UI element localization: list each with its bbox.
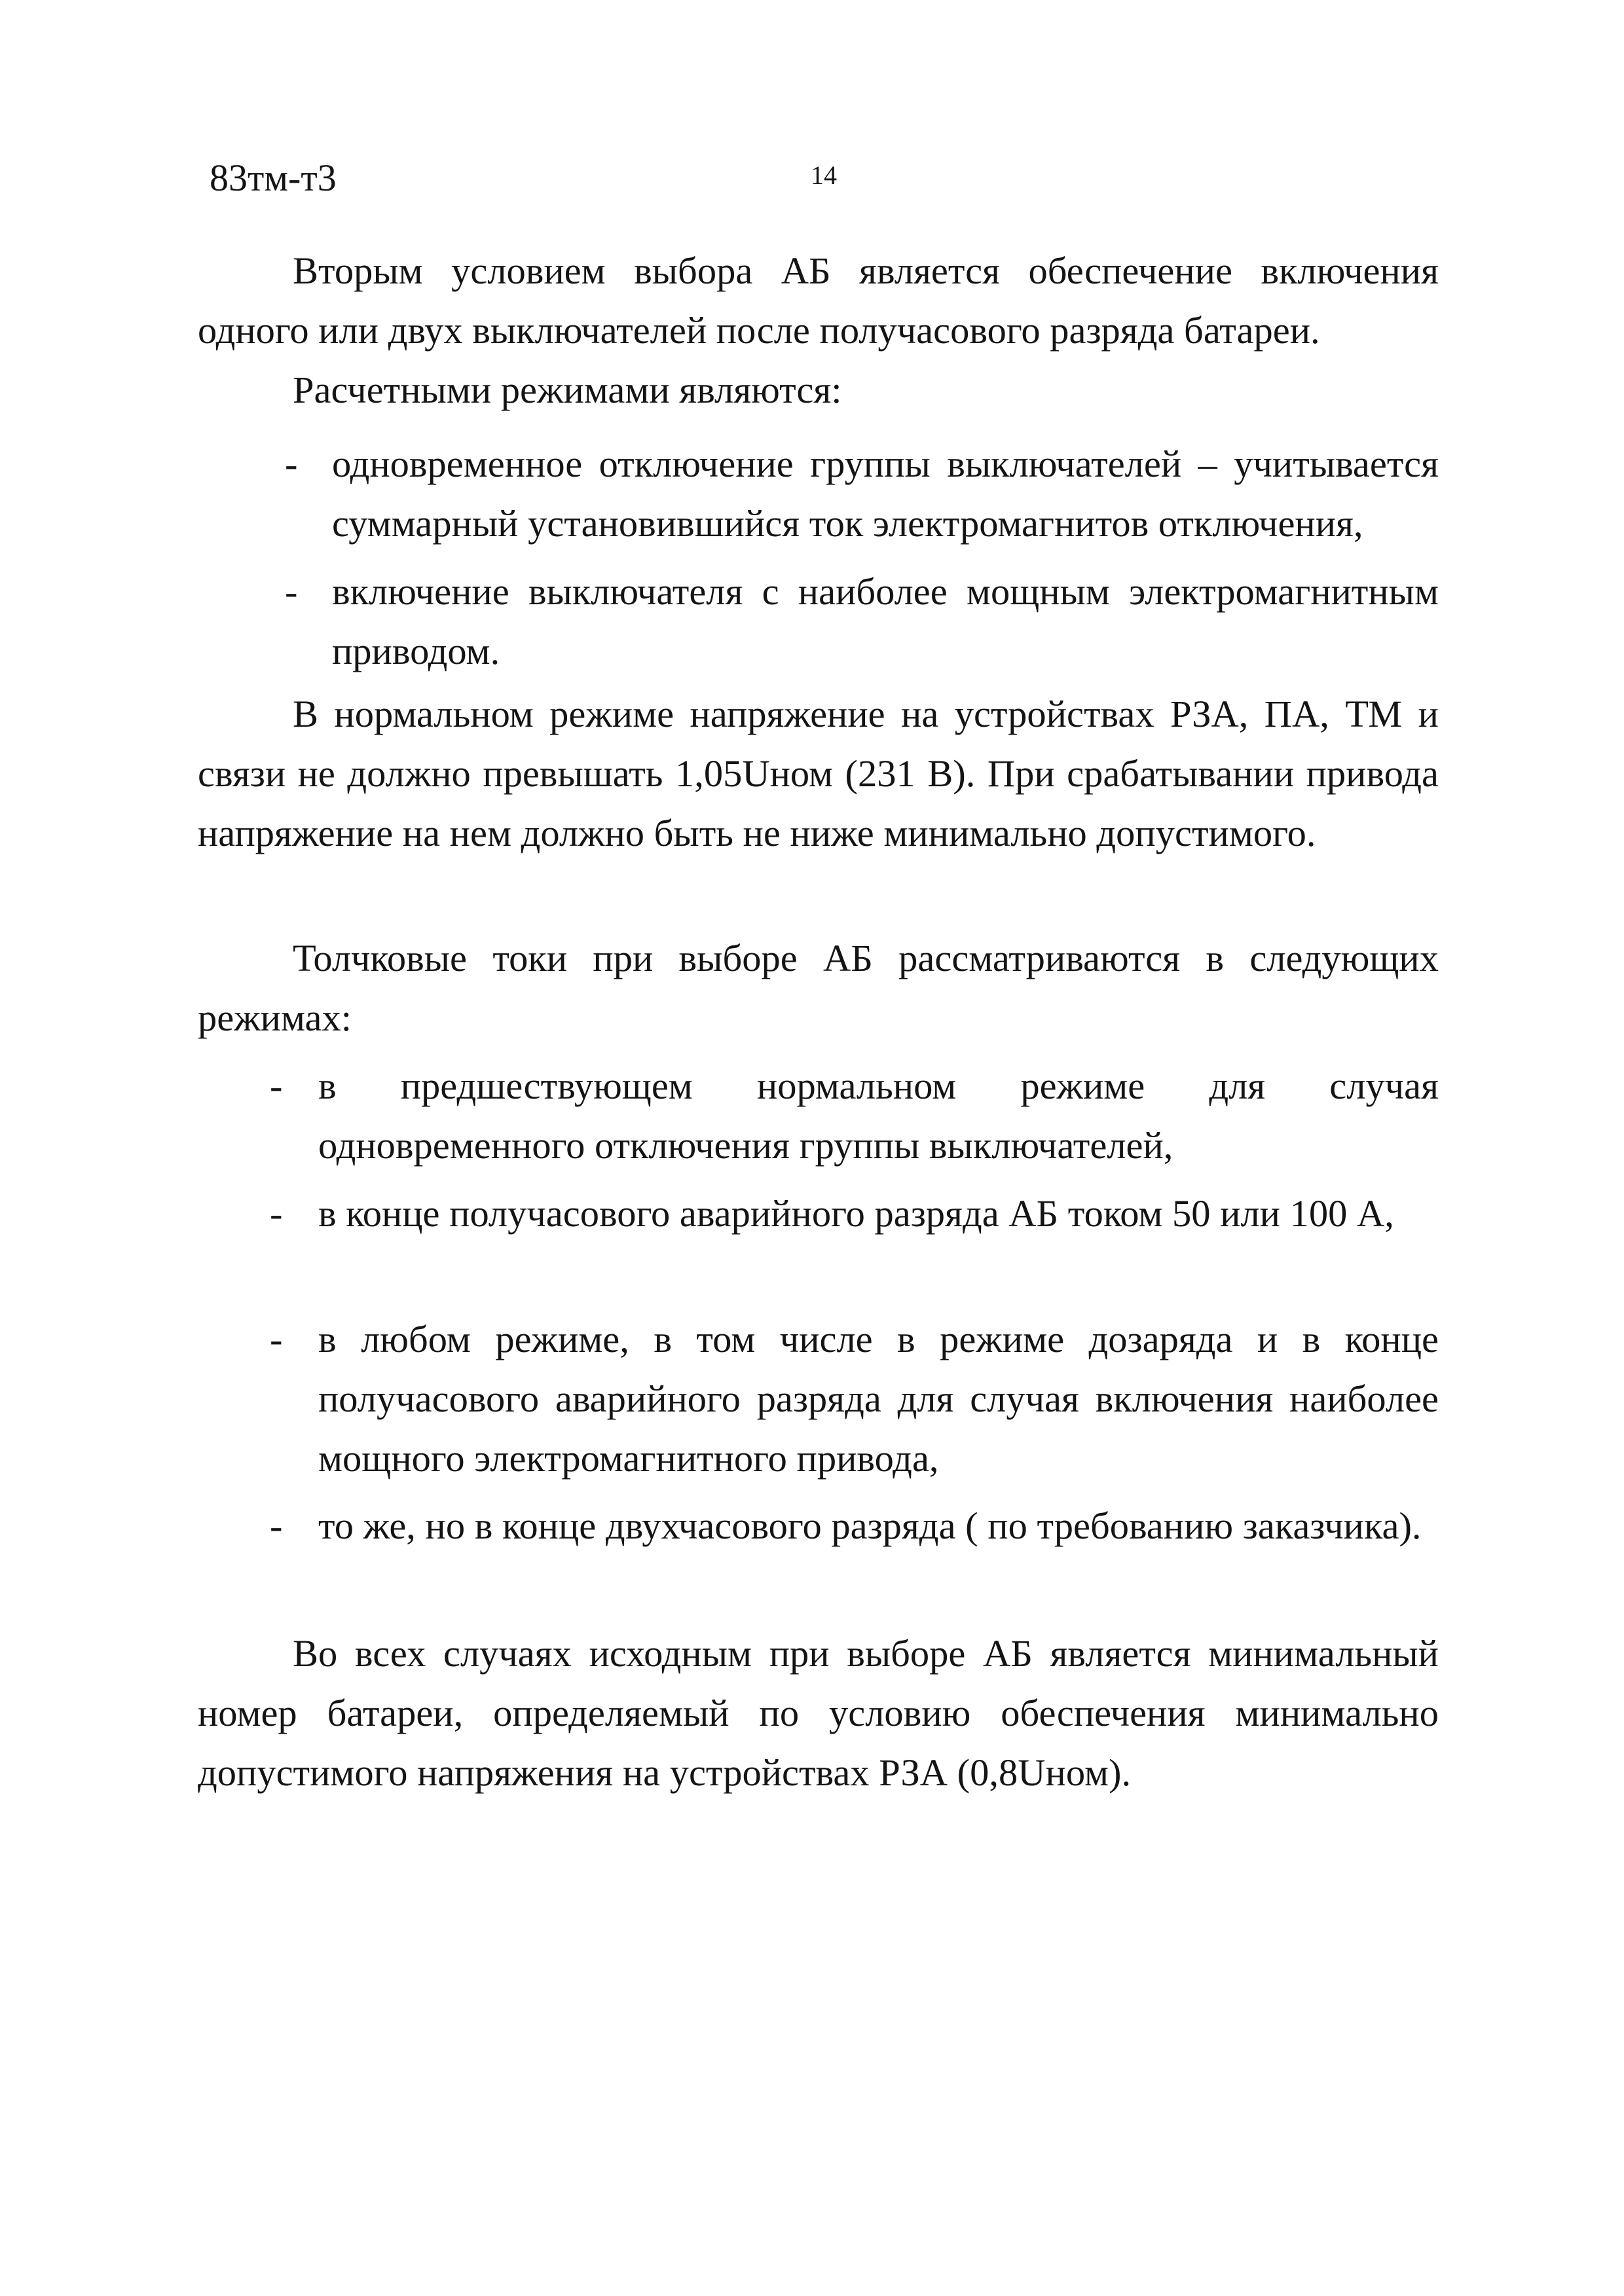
- list-item: в любом режиме, в том числе в режиме дозаряда и в конце получасового аварийного разряда для случая включения наиболее мощного электромагнитного привода,: [318, 1318, 1439, 1480]
- list-dash: -: [270, 1504, 283, 1547]
- list-item: в конце получасового аварийного разряда АБ током 50 или 100 А,: [318, 1192, 1394, 1235]
- list-item: одновременное отключение группы выключателей – учитывается суммарный установившийся ток электромагнитов отключения,: [332, 443, 1439, 545]
- list-item: то же, но в конце двухчасового разряда ( по требованию заказчика).: [318, 1504, 1422, 1547]
- paragraph-surge-currents: Толчковые токи при выборе АБ рассматриваются в следующих режимах:: [198, 937, 1439, 1039]
- page-number: 14: [811, 160, 837, 190]
- list-dash: -: [270, 1192, 283, 1235]
- list-dash: -: [285, 570, 298, 613]
- document-code: 83тм-т3: [210, 156, 337, 199]
- list-item: включение выключателя с наиболее мощным электромагнитным приводом.: [332, 570, 1439, 672]
- paragraph-second-condition: Вторым условием выбора АБ является обеспечение включения одного или двух выключателей после получасового разряда батареи.: [198, 249, 1439, 352]
- paragraph-conclusion: Во всех случаях исходным при выборе АБ является минимальный номер батареи, определяемый по условию обеспечения минимально допустимого напряжения на устройствах РЗА (0,8Uном).: [198, 1632, 1439, 1794]
- list-dash: -: [270, 1318, 283, 1360]
- list-item: в предшествующем нормальном режиме для случая одновременного отключения группы выключателей,: [318, 1065, 1439, 1167]
- list-dash: -: [285, 443, 298, 485]
- paragraph-calculation-modes: Расчетными режимами являются:: [293, 369, 842, 411]
- list-dash: -: [270, 1065, 283, 1107]
- paragraph-normal-mode-voltage: В нормальном режиме напряжение на устройствах РЗА, ПА, ТМ и связи не должно превышать 1,05Uном (231 В). При срабатывании привода напряжение на нем должно быть не ниже минимально допустимого.: [198, 693, 1439, 854]
